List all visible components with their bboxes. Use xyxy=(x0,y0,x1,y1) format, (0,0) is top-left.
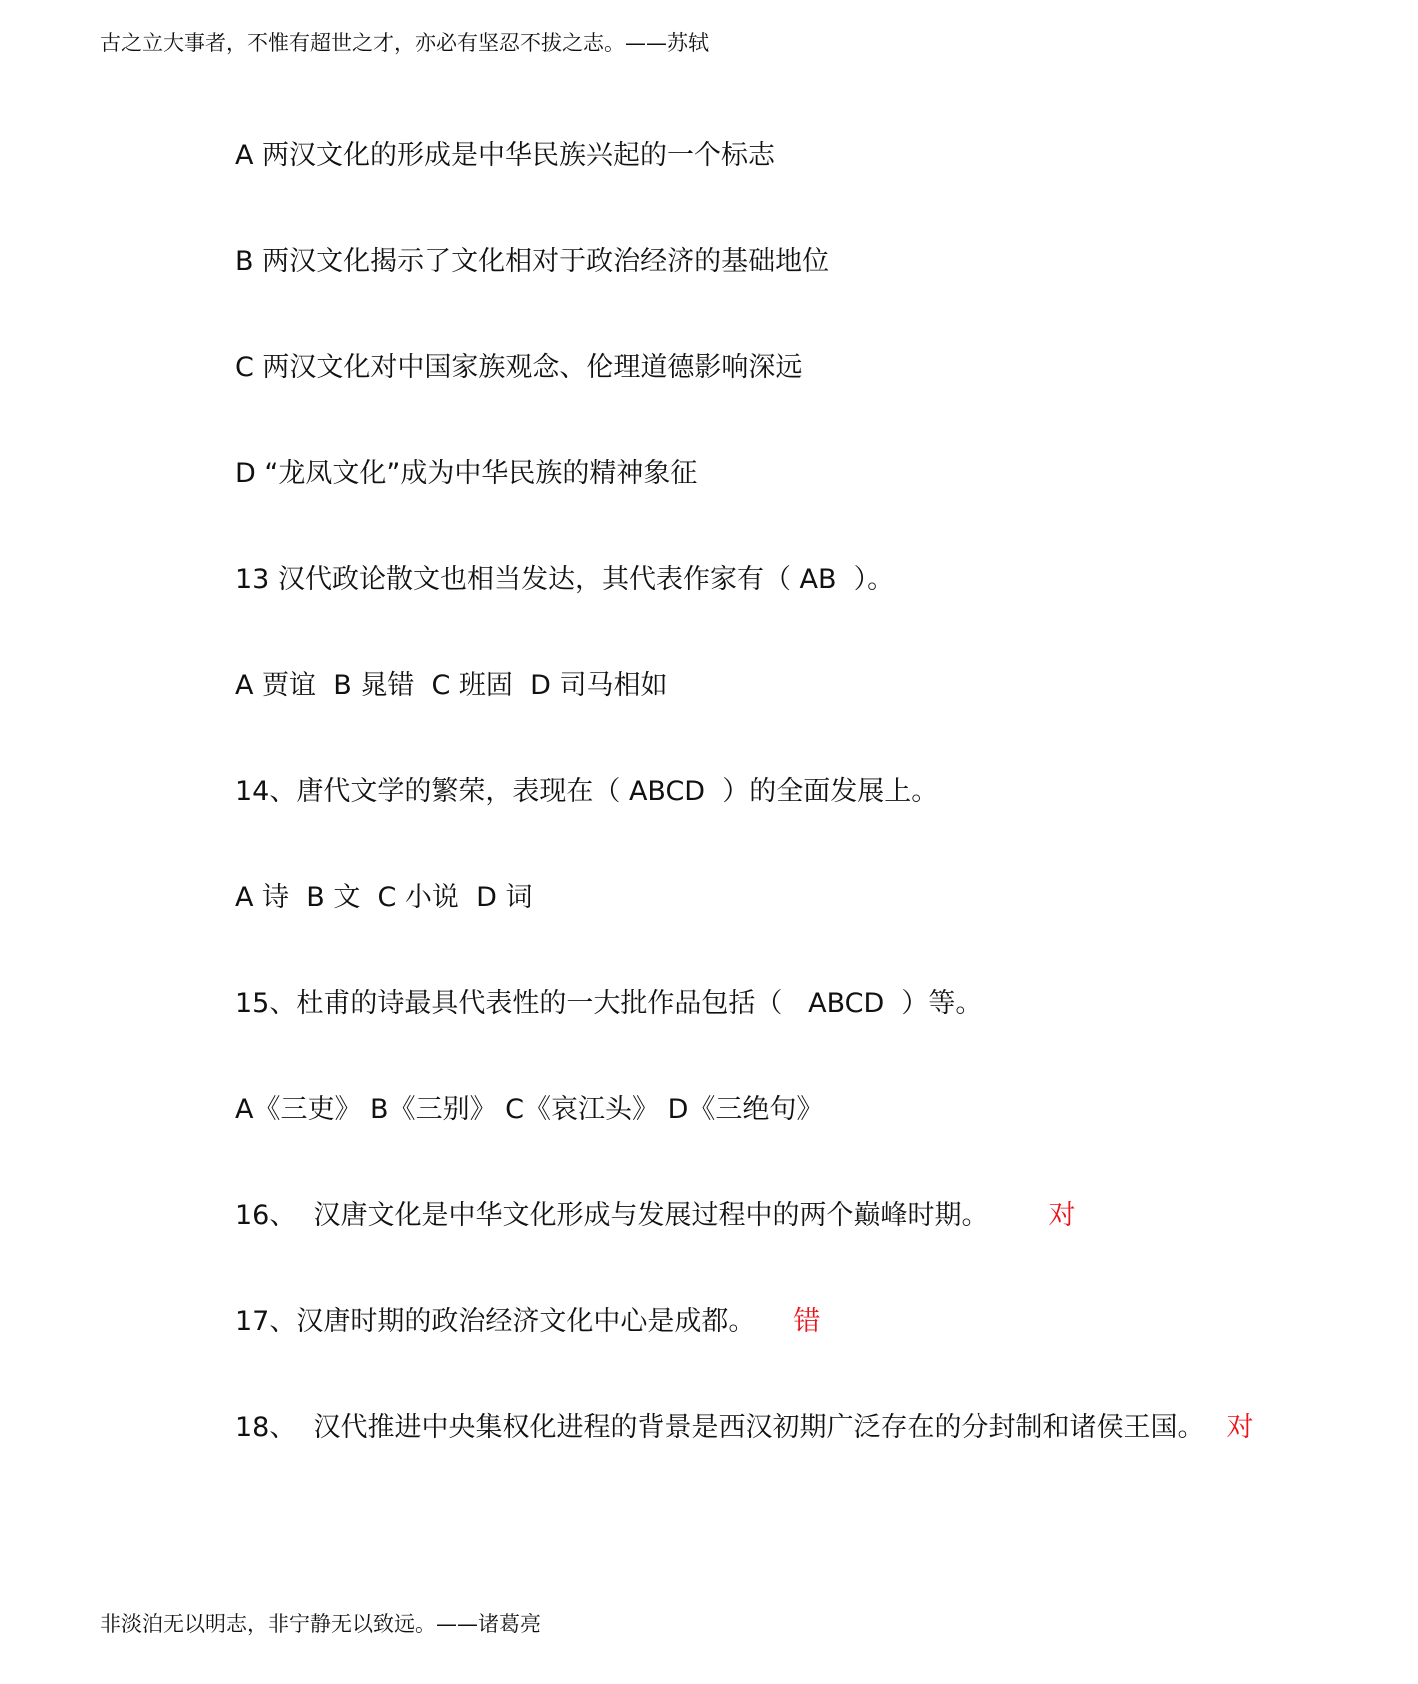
line-text: A 两汉文化的形成是中华民族兴起的一个标志 xyxy=(235,140,776,171)
option-line xyxy=(235,667,1335,773)
question-line xyxy=(235,1409,1335,1515)
line-text: 15、杜甫的诗最具代表性的一大批作品包括（ ABCD ）等。 xyxy=(235,988,983,1019)
question-line xyxy=(235,1303,1335,1409)
question-line xyxy=(235,561,1335,667)
option-line xyxy=(235,879,1335,985)
answer-mark: 错 xyxy=(793,1306,821,1337)
option-line xyxy=(235,349,1335,455)
line-text: 13 汉代政论散文也相当发达，其代表作家有（ AB ）。 xyxy=(235,564,895,595)
footer-quote: 非淡泊无以明志，非宁静无以致远。——诸葛亮 xyxy=(100,1612,541,1636)
line-text: A 诗 B 文 C 小说 D 词 xyxy=(235,882,533,913)
line-text: C 两汉文化对中国家族观念、伦理道德影响深远 xyxy=(235,352,803,383)
line-text: A 贾谊 B 晁错 C 班固 D 司马相如 xyxy=(235,670,668,701)
line-text: 16、 汉唐文化是中华文化形成与发展过程中的两个巅峰时期。 xyxy=(235,1200,989,1231)
answer-mark: 对 xyxy=(1048,1200,1076,1231)
line-text: B 两汉文化揭示了文化相对于政治经济的基础地位 xyxy=(235,246,830,277)
question-content xyxy=(235,137,1335,1515)
line-text: 17、汉唐时期的政治经济文化中心是成都。 xyxy=(235,1306,756,1337)
question-line xyxy=(235,773,1335,879)
option-line xyxy=(235,455,1335,561)
line-text: D “龙凤文化”成为中华民族的精神象征 xyxy=(235,458,698,489)
header-quote: 古之立大事者，不惟有超世之才，亦必有坚忍不拔之志。——苏轼 xyxy=(100,31,709,55)
line-text: 14、唐代文学的繁荣，表现在（ ABCD ）的全面发展上。 xyxy=(235,776,939,807)
question-line xyxy=(235,1197,1335,1303)
line-text: A《三吏》 B《三别》 C《哀江头》 D《三绝句》 xyxy=(235,1094,824,1125)
answer-mark: 对 xyxy=(1226,1412,1254,1443)
option-line xyxy=(235,243,1335,349)
question-line xyxy=(235,985,1335,1091)
line-text: 18、 汉代推进中央集权化进程的背景是西汉初期广泛存在的分封制和诸侯王国。 xyxy=(235,1412,1205,1443)
option-line xyxy=(235,1091,1335,1197)
option-line xyxy=(235,137,1335,243)
